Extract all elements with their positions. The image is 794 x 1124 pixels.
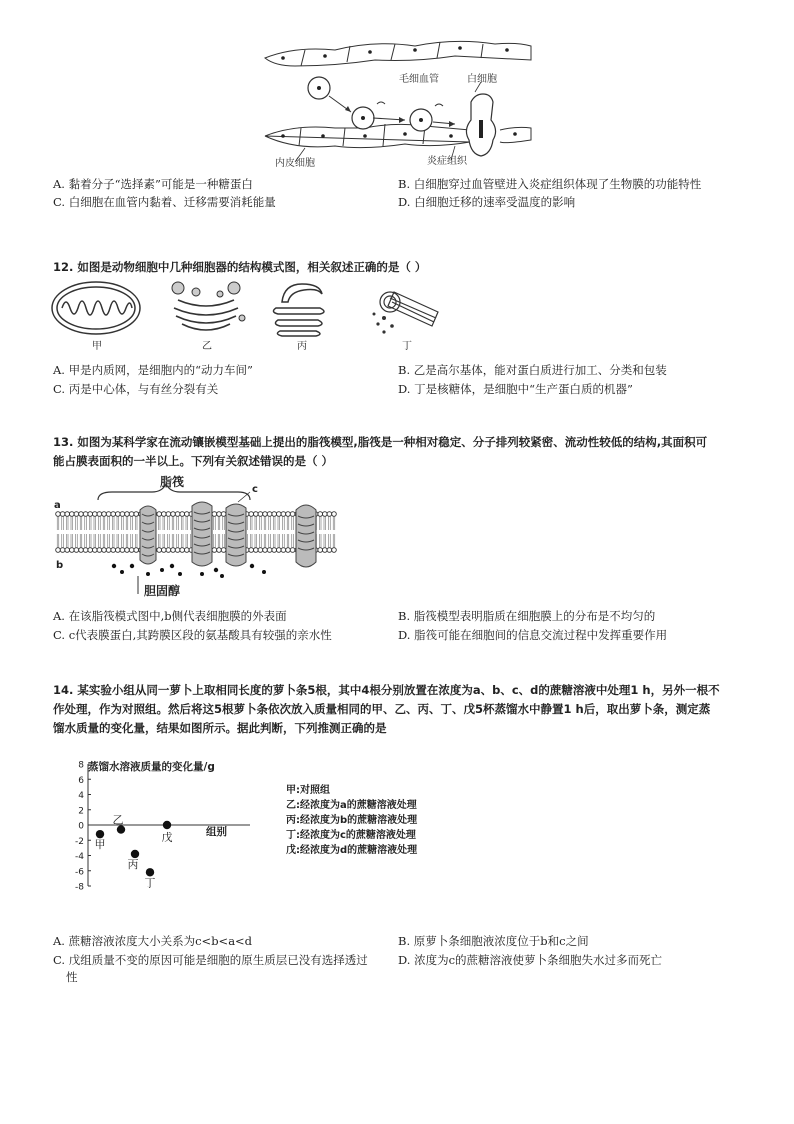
point-label: 乙 (112, 813, 124, 827)
q13-stem-line2: 能占膜表面积的一半以上。下列有关叙述错误的是（ ） (53, 454, 334, 468)
point-label: 丙 (127, 857, 139, 871)
q14-option-a: A. 蔗糖溶液浓度大小关系为c<b<a<d (53, 934, 253, 948)
data-point (146, 868, 154, 876)
q14-stem-line1: 14. 某实验小组从同一萝卜上取相同长度的萝卜条5根，其中4根分别放置在浓度为a、b、c、d的蔗糖溶液中处理1 h，另外一根不 (53, 683, 720, 697)
q12-label-ding: 丁 (402, 341, 412, 352)
data-point (117, 825, 125, 833)
q12-organelles-figure (48, 278, 458, 338)
q13-lipid-raft-figure (52, 470, 342, 602)
q13-stem-line1: 13. 如图为某科学家在流动镶嵌模型基础上提出的脂筏模型,脂筏是一种相对稳定、分子排列较紧密、流动性较低的结构,其面积可 (53, 435, 708, 449)
q14-option-d: D. 浓度为c的蔗糖溶液使萝卜条细胞失水过多而死亡 (398, 953, 663, 967)
q12-option-b: B. 乙是高尔基体，能对蛋白质进行加工、分类和包装 (398, 363, 667, 377)
q14-option-b: B. 原萝卜条细胞液浓度位于b和c之间 (398, 934, 589, 948)
y-tick-label: 2 (78, 806, 84, 817)
point-label: 戊 (161, 831, 173, 844)
data-point (96, 830, 104, 838)
legend-item-ding: 丁:经浓度为c的蔗糖溶液处理 (286, 830, 416, 841)
y-tick-label: -2 (75, 836, 84, 847)
q14-stem-line3: 馏水质量的变化量，结果如图所示。据此判断，下列推测正确的是 (53, 721, 387, 735)
q14-legend (286, 783, 417, 858)
y-tick-label: -4 (75, 852, 84, 862)
q11-option-b: B. 白细胞穿过血管壁进入炎症组织体现了生物膜的功能特性 (398, 177, 702, 191)
y-tick-label: 0 (78, 821, 84, 832)
q14-chart (60, 754, 270, 896)
q14-option-c-cont: 性 (66, 970, 78, 984)
legend-item-jia: 甲:对照组 (286, 785, 330, 796)
y-tick-label: 8 (78, 760, 84, 771)
y-tick-label: 6 (78, 775, 84, 786)
chart-title: 蒸馏水溶液质量的变化量/g (88, 761, 215, 773)
q14-stem-line2: 作处理，作为对照组。然后将这5根萝卜条依次放入质量相同的甲、乙、丙、丁、戊5杯蒸馏水中静置1 h后，取出萝卜条，测定蒸 (53, 702, 711, 716)
q12-option-c: C. 丙是中心体，与有丝分裂有关 (53, 382, 219, 396)
q12-label-bing: 丙 (297, 341, 307, 352)
q12-label-jia: 甲 (92, 341, 102, 352)
q12-label-yi: 乙 (202, 341, 212, 352)
q13-option-a: A. 在该脂筏模式图中,b侧代表细胞膜的外表面 (53, 609, 287, 623)
q11-option-a: A. 黏着分子“选择素”可能是一种糖蛋白 (53, 177, 253, 191)
wbc-label: 白细胞 (467, 74, 497, 85)
q13-option-b: B. 脂筏模型表明脂质在细胞膜上的分布是不均匀的 (398, 609, 656, 623)
mark-b: b (56, 560, 64, 571)
y-tick-label: -8 (75, 882, 84, 893)
q14-option-c: C. 戊组质量不变的原因可能是细胞的原生质层已没有选择透过 (53, 953, 368, 967)
q11-option-c: C. 白细胞在血管内黏着、迁移需要消耗能量 (53, 195, 276, 209)
q13-option-d: D. 脂筏可能在细胞间的信息交流过程中发挥重要作用 (398, 628, 668, 642)
q12-stem: 12. 如图是动物细胞中几种细胞器的结构模式图，相关叙述正确的是（ ） (53, 260, 427, 274)
chart-xlabel: 组别 (206, 826, 227, 838)
q12-option-a: A. 甲是内质网，是细胞内的“动力车间” (53, 363, 253, 377)
mark-c: c (252, 484, 258, 495)
legend-item-wu: 戊:经浓度为d的蔗糖溶液处理 (286, 845, 418, 856)
legend-item-yi: 乙:经浓度为a的蔗糖溶液处理 (286, 800, 417, 811)
inflam-label: 炎症组织 (427, 156, 467, 167)
mark-a: a (54, 500, 61, 511)
raft-title: 脂筏 (160, 475, 185, 489)
capillary-label: 毛细血管 (399, 74, 439, 85)
legend-item-bing: 丙:经浓度为b的蔗糖溶液处理 (286, 815, 418, 826)
q12-option-d: D. 丁是核糖体，是细胞中“生产蛋白质的机器” (398, 382, 633, 396)
point-label: 甲 (94, 838, 106, 852)
point-label: 丁 (144, 876, 156, 890)
endothelial-label: 内皮细胞 (275, 158, 315, 168)
cholesterol-label: 胆固醇 (144, 584, 181, 598)
q11-option-d: D. 白细胞迁移的速率受温度的影响 (398, 195, 576, 209)
q11-blood-vessel-figure (255, 36, 535, 168)
q13-option-c: C. c代表膜蛋白,其跨膜区段的氨基酸具有较强的亲水性 (53, 628, 332, 642)
y-tick-label: 4 (78, 791, 84, 801)
data-point (131, 850, 139, 858)
data-point (163, 821, 171, 829)
y-tick-label: -6 (75, 867, 84, 878)
